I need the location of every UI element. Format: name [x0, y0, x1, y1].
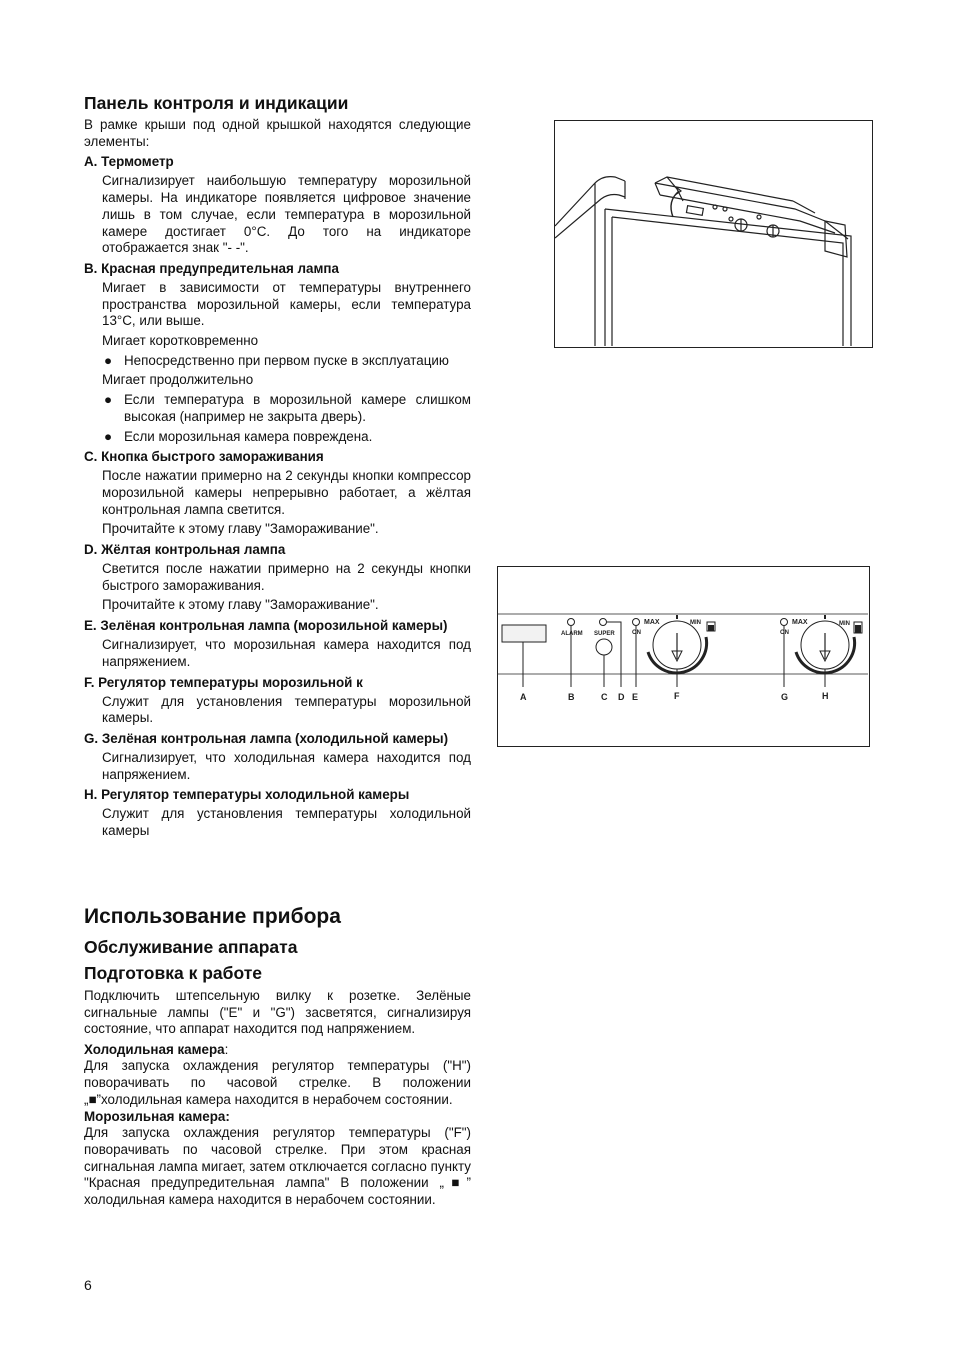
- item-h-title: H. Регулятор температуры холодильной камеры: [84, 787, 410, 803]
- intro-text: В рамке крыши под одной крышкой находятся следующие элементы:: [84, 117, 471, 149]
- list-item: ● Непосредственно при первом пуске в эксплуатацию: [104, 352, 449, 368]
- control-panel-section: [84, 92, 471, 840]
- usage-title: Использование прибора: [84, 905, 341, 928]
- label-g: G: [781, 692, 789, 702]
- list-item: ● Если морозильная камера повреждена.: [104, 428, 373, 444]
- item-f-text: Служит для установления температуры морозильной камеры.: [102, 693, 471, 726]
- appliance-top-illustration: [554, 120, 873, 348]
- section-title: Панель контроля и индикации: [84, 93, 349, 113]
- bullet-text: Непосредственно при первом пуске в эксплуатацию: [124, 352, 449, 368]
- super-label: SUPER: [594, 631, 615, 637]
- item-c-text: После нажатии примерно на 2 секунды кнопки компрессор морозильной камеры непрерывно работает, а жёлтая контрольная лампа светится.: [102, 468, 471, 517]
- usage-subtitle-1: Обслуживание аппарата: [84, 937, 298, 957]
- item-c-title: C. Кнопка быстрого замораживания: [84, 449, 324, 465]
- item-a-title: A. Термометр: [84, 154, 174, 170]
- min-label-freezer: MIN: [690, 620, 701, 626]
- item-d-read: Прочитайте к этому главу "Замораживание".: [102, 597, 379, 613]
- on-label-fridge: ON: [780, 630, 789, 636]
- item-e-text: Сигнализирует, что морозильная камера находится под напряжением.: [102, 637, 471, 669]
- on-label-freezer: ON: [632, 630, 641, 636]
- label-a: A: [520, 692, 527, 702]
- page-number: 6: [84, 1277, 92, 1293]
- freezer-text: Для запуска охлаждения регулятор температуры ("F") поворачивать по часовой стрелке. При этом красная сигнальная лампа мигает, затем отключается согласно пункту "Красная предупредительная лампа" В положении „■” холодильная камера находится в нерабочем состоянии.: [84, 1125, 471, 1208]
- item-a-text: Сигнализирует наибольшую температуру морозильной камеры. На индикаторе появляется цифровое значение лишь в том случае, если температура в морозильной камере достигает 0°C. До того на индикаторе отображается знак "- -".: [102, 173, 471, 256]
- label-b: B: [568, 692, 575, 702]
- item-b-short: Мигает коротковременно: [102, 333, 259, 349]
- fridge-label: Холодильная камера: [84, 1042, 225, 1058]
- bullet-text: Если температура в морозильной камере слишком высокая (например не закрыта дверь).: [124, 392, 471, 424]
- item-b-long: Мигает продолжительно: [102, 372, 254, 388]
- label-c: C: [601, 692, 608, 702]
- usage-section: [84, 903, 471, 1209]
- item-b-title: B. Красная предупредительная лампа: [84, 260, 339, 276]
- usage-subtitle-2: Подготовка к работе: [84, 963, 263, 983]
- alarm-label: ALARM: [561, 631, 583, 637]
- label-d: D: [618, 692, 625, 702]
- item-h-text: Служит для установления температуры холодильной камеры: [102, 806, 471, 839]
- fridge-heading: [84, 1041, 471, 1058]
- item-f-title: F. Регулятор температуры морозильной к: [84, 674, 363, 690]
- item-e-title: E. Зелёная контрольная лампа (морозильной камеры): [84, 618, 448, 634]
- min-label-fridge: MIN: [839, 621, 850, 627]
- item-g-title: G. Зелёная контрольная лампа (холодильной камеры): [84, 730, 449, 746]
- max-label-freezer: MAX: [644, 619, 660, 626]
- fridge-colon: :: [224, 1042, 229, 1058]
- max-label-fridge: MAX: [792, 619, 808, 626]
- item-d-text: Светится после нажатии примерно на 2 секунды кнопки быстрого замораживания.: [102, 561, 471, 593]
- control-panel-drawing: [498, 567, 868, 745]
- item-d-title: D. Жёлтая контрольная лампа: [84, 542, 286, 558]
- item-c-read: Прочитайте к этому главу "Замораживание".: [102, 521, 379, 537]
- usage-intro: Подключить штепсельную вилку к розетке. Зелёные сигнальные лампы ("E" и "G") засветятся, сигнализируя состояние, что аппарат находится под напряжением.: [84, 988, 471, 1037]
- bullet-text: Если морозильная камера повреждена.: [124, 428, 373, 444]
- label-f: F: [674, 691, 680, 701]
- item-g-text: Сигнализирует, что холодильная камера находится под напряжением.: [102, 749, 471, 782]
- item-b-text: Мигает в зависимости от температуры внутреннего пространства морозильной камеры, если температура 13°C, или выше.: [102, 279, 471, 329]
- freezer-heading: Морозильная камера:: [84, 1109, 230, 1125]
- label-h: H: [822, 691, 829, 701]
- control-panel-diagram: [497, 566, 870, 747]
- label-e: E: [632, 692, 639, 702]
- list-item: ● Если температура в морозильной камере слишком высокая (например не закрыта дверь).: [104, 392, 471, 424]
- fridge-text: Для запуска охлаждения регулятор температуры ("H") поворачивать по часовой стрелке. В положении „■”холодильная камера находится в нерабочем состоянии.: [84, 1058, 471, 1107]
- appliance-top-drawing: [555, 121, 871, 346]
